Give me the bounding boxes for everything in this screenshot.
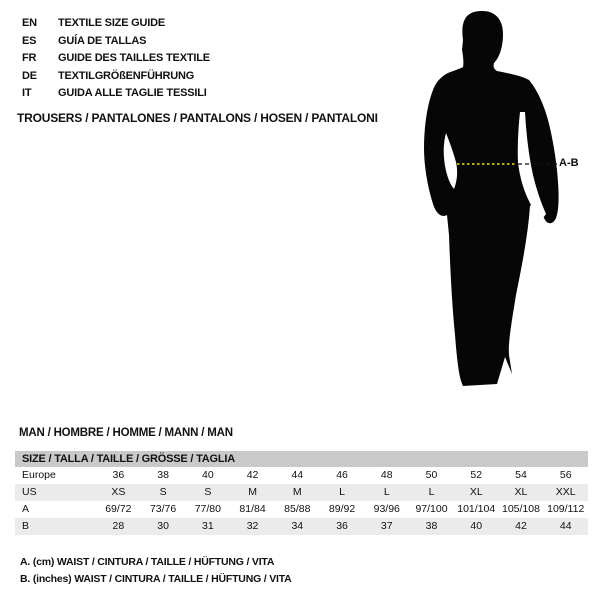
lang-code: ES [22, 34, 37, 47]
table-row-europe [15, 467, 588, 484]
table-cell: 101/104 [457, 503, 496, 515]
table-cell: L [428, 486, 435, 498]
table-cell: 44 [291, 469, 304, 481]
row-label: A [22, 503, 30, 515]
table-cell: 50 [425, 469, 438, 481]
lang-line-fr [22, 50, 210, 68]
table-row-a-cm [15, 501, 588, 518]
table-cell: 56 [559, 469, 572, 481]
table-cell: XXL [555, 486, 576, 498]
table-cell: 109/112 [547, 503, 585, 515]
garment-title: TROUSERS / PANTALONES / PANTALONS / HOSEN / PANTALONI [17, 111, 378, 125]
table-cell: 38 [157, 469, 169, 481]
lang-code: IT [22, 87, 32, 99]
table-cell: S [204, 486, 212, 498]
man-silhouette-figure [405, 0, 600, 400]
table-cell: 93/96 [373, 503, 400, 515]
man-silhouette-icon [405, 0, 600, 400]
table-cell: 32 [246, 520, 259, 532]
table-row-b-inches [15, 518, 588, 535]
table-cell: 81/84 [239, 503, 266, 515]
table-cell: 54 [515, 469, 527, 481]
lang-code: EN [22, 17, 37, 29]
lang-line-es [22, 33, 210, 51]
lang-label: GUÍA DE TALLAS [58, 34, 147, 47]
table-cell: 30 [157, 520, 169, 532]
lang-label: TEXTILGRÖßENFÜHRUNG [58, 69, 195, 82]
table-cell: 42 [246, 469, 259, 481]
table-cell: L [383, 486, 390, 498]
table-cell: 77/80 [194, 503, 221, 515]
note-a-cm: A. (cm) WAIST / CINTURA / TAILLE / HÜFTUNG / VITA [20, 556, 275, 568]
table-cell: 28 [112, 520, 125, 532]
language-legend [22, 15, 210, 103]
note-b-inches: B. (inches) WAIST / CINTURA / TAILLE / HÜFTUNG / VITA [20, 573, 292, 585]
table-cell: 46 [336, 469, 348, 481]
table-cell: 89/92 [328, 503, 356, 515]
lang-line-it [22, 85, 210, 103]
row-label: US [22, 486, 37, 498]
table-row-us [15, 484, 588, 501]
table-cell: 36 [112, 469, 125, 481]
table-cell: M [248, 486, 257, 498]
table-cell: 37 [380, 520, 393, 532]
table-cell: 69/72 [105, 503, 132, 515]
table-cell: 85/88 [284, 503, 311, 515]
table-cell: 36 [336, 520, 348, 532]
table-cell: L [339, 486, 345, 498]
row-label: Europe [22, 469, 56, 481]
lang-code: DE [22, 69, 37, 82]
table-cell: XS [111, 486, 126, 498]
table-cell: M [292, 486, 302, 498]
lang-label: GUIDE DES TAILLES TEXTILE [58, 52, 210, 64]
row-label: B [22, 520, 30, 532]
lang-label: GUIDA ALLE TAGLIE TESSILI [58, 87, 207, 99]
table-cell: 40 [201, 469, 214, 481]
table-cell: 73/76 [149, 503, 177, 515]
waist-measure-label: A-B [559, 157, 579, 169]
table-cell: 31 [201, 520, 214, 532]
table-cell: 42 [515, 520, 527, 532]
lang-label: TEXTILE SIZE GUIDE [58, 17, 166, 29]
table-cell: S [159, 486, 167, 498]
table-cell: 48 [380, 469, 393, 481]
table-cell: XL [514, 486, 528, 498]
table-cell: 97/100 [415, 503, 448, 515]
size-table-header: SIZE / TALLA / TAILLE / GRÖSSE / TAGLIA [15, 451, 588, 467]
table-cell: 52 [470, 469, 483, 481]
table-cell: 44 [559, 520, 572, 532]
lang-line-en [22, 15, 210, 33]
table-cell: 38 [425, 520, 438, 532]
table-cell: 34 [291, 520, 304, 532]
size-table [15, 451, 588, 535]
table-cell: 105/108 [501, 503, 540, 515]
lang-code: FR [22, 52, 37, 64]
measurement-notes [20, 554, 292, 588]
table-cell: 40 [470, 520, 483, 532]
lang-line-de [22, 68, 210, 86]
table-cell: XL [469, 486, 483, 498]
section-title-man: MAN / HOMBRE / HOMME / MANN / MAN [19, 427, 233, 439]
